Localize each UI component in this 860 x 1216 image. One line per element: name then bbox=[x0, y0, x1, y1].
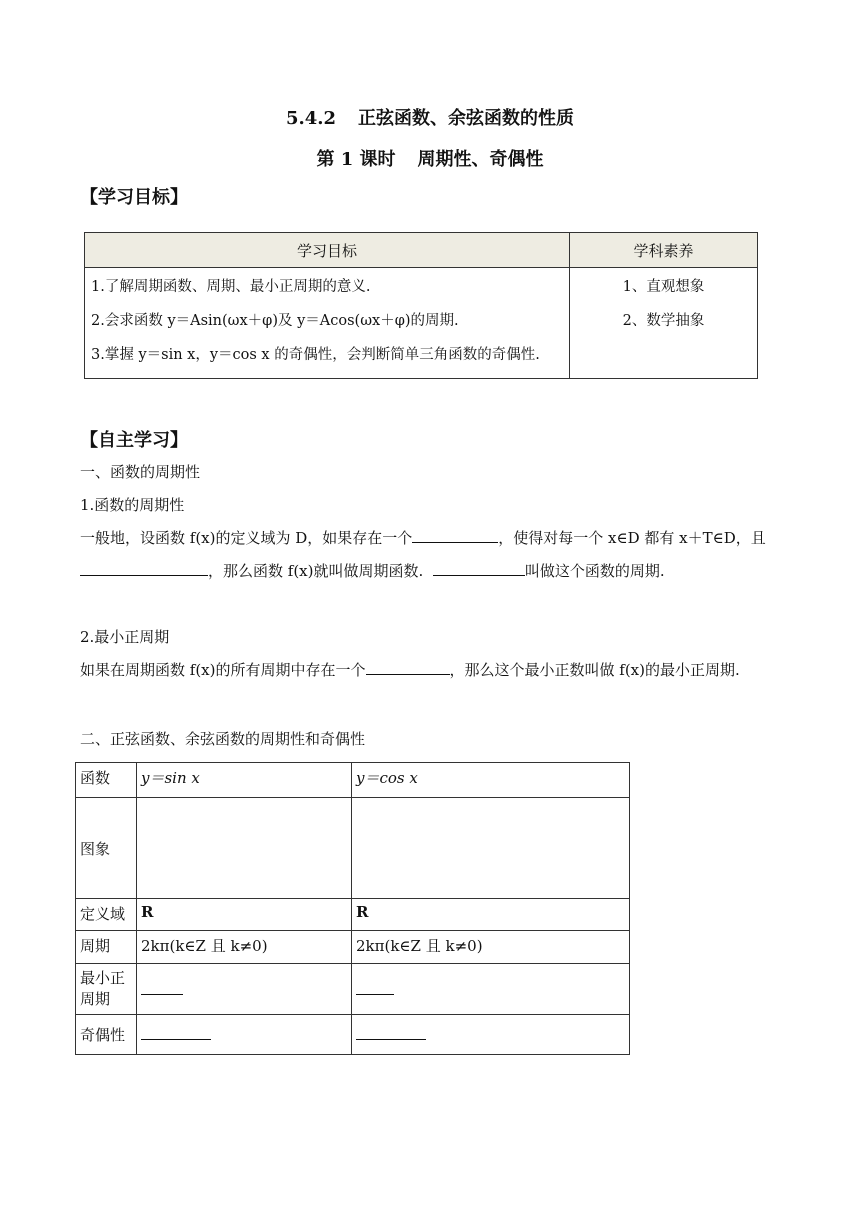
cos-graph-cell bbox=[352, 798, 630, 899]
p2-text-b: ，那么这个最小正数叫做 f(x)的最小正周期. bbox=[449, 661, 740, 679]
row-label-domain: 定义域 bbox=[76, 899, 137, 931]
row-label-period: 周期 bbox=[76, 931, 137, 964]
section-number: 5.4.2 bbox=[285, 108, 337, 129]
answer-line bbox=[141, 980, 183, 995]
sin-period-cell: 2kπ(k∈Z 且 k≠0) bbox=[137, 931, 352, 964]
objective-item: 1.了解周期函数、周期、最小正周期的意义. bbox=[91, 279, 371, 295]
cos-parity-cell bbox=[352, 1015, 630, 1055]
part1-paragraph2 bbox=[80, 654, 788, 687]
row-label-graph: 图象 bbox=[76, 798, 137, 899]
lesson-title-text: 周期性、奇偶性 bbox=[417, 149, 544, 170]
p1-text-c: ，那么函数 f(x)就叫做周期函数. bbox=[208, 562, 424, 580]
goals-heading: 【学习目标】 bbox=[80, 187, 188, 208]
fill-blank bbox=[433, 557, 525, 576]
cos-function-cell: y＝cos x bbox=[352, 763, 630, 798]
part2-heading: 二、正弦函数、余弦函数的周期性和奇偶性 bbox=[80, 730, 366, 748]
row-label-parity: 奇偶性 bbox=[76, 1015, 137, 1055]
part1-sub1: 1.函数的周期性 bbox=[80, 496, 185, 514]
literacy-cell bbox=[570, 268, 758, 379]
section-title-text: 正弦函数、余弦函数的性质 bbox=[358, 108, 575, 129]
lesson-title bbox=[0, 145, 860, 171]
part1-heading: 一、函数的周期性 bbox=[80, 463, 201, 481]
sin-function-cell: y＝sin x bbox=[137, 763, 352, 798]
cos-min-period-cell bbox=[352, 964, 630, 1015]
fill-blank bbox=[366, 656, 450, 675]
answer-line bbox=[356, 980, 394, 995]
objectives-cell bbox=[85, 268, 570, 379]
row-label-function: 函数 bbox=[76, 763, 137, 798]
fill-blank bbox=[80, 557, 208, 576]
literacy-item: 2、数学抽象 bbox=[622, 313, 705, 329]
self-study-heading: 【自主学习】 bbox=[80, 430, 188, 451]
objective-item: 3.掌握 y＝sin x，y＝cos x 的奇偶性，会判断简单三角函数的奇偶性. bbox=[91, 347, 540, 363]
p1-text-d: 叫做这个函数的周期. bbox=[524, 562, 665, 580]
properties-table bbox=[75, 762, 630, 1055]
goals-table bbox=[84, 232, 758, 379]
p1-text-b: ，使得对每一个 x∈D 都有 x＋T∈D，且 bbox=[498, 529, 766, 547]
cos-period-cell: 2kπ(k∈Z 且 k≠0) bbox=[352, 931, 630, 964]
p1-text-a: 一般地，设函数 f(x)的定义域为 D，如果存在一个 bbox=[80, 529, 413, 547]
fill-blank bbox=[412, 524, 498, 543]
sin-parity-cell bbox=[137, 1015, 352, 1055]
answer-line bbox=[356, 1025, 426, 1040]
sin-graph-cell bbox=[137, 798, 352, 899]
section-title bbox=[0, 104, 860, 130]
part1-sub2: 2.最小正周期 bbox=[80, 628, 170, 646]
literacy-item: 1、直观想象 bbox=[622, 279, 705, 295]
goals-col-header: 学习目标 bbox=[85, 233, 570, 268]
sin-domain-cell: R bbox=[137, 899, 352, 931]
answer-line bbox=[141, 1025, 211, 1040]
row-label-min-period: 最小正周期 bbox=[76, 964, 137, 1015]
objective-item: 2.会求函数 y＝Asin(ωx＋φ)及 y＝Acos(ωx＋φ)的周期. bbox=[91, 313, 459, 329]
lesson-number: 第 1 课时 bbox=[316, 149, 396, 170]
cos-domain-cell: R bbox=[352, 899, 630, 931]
p2-text-a: 如果在周期函数 f(x)的所有周期中存在一个 bbox=[80, 661, 366, 679]
literacy-col-header: 学科素养 bbox=[570, 233, 758, 268]
sin-min-period-cell bbox=[137, 964, 352, 1015]
part1-paragraph1 bbox=[80, 522, 788, 588]
